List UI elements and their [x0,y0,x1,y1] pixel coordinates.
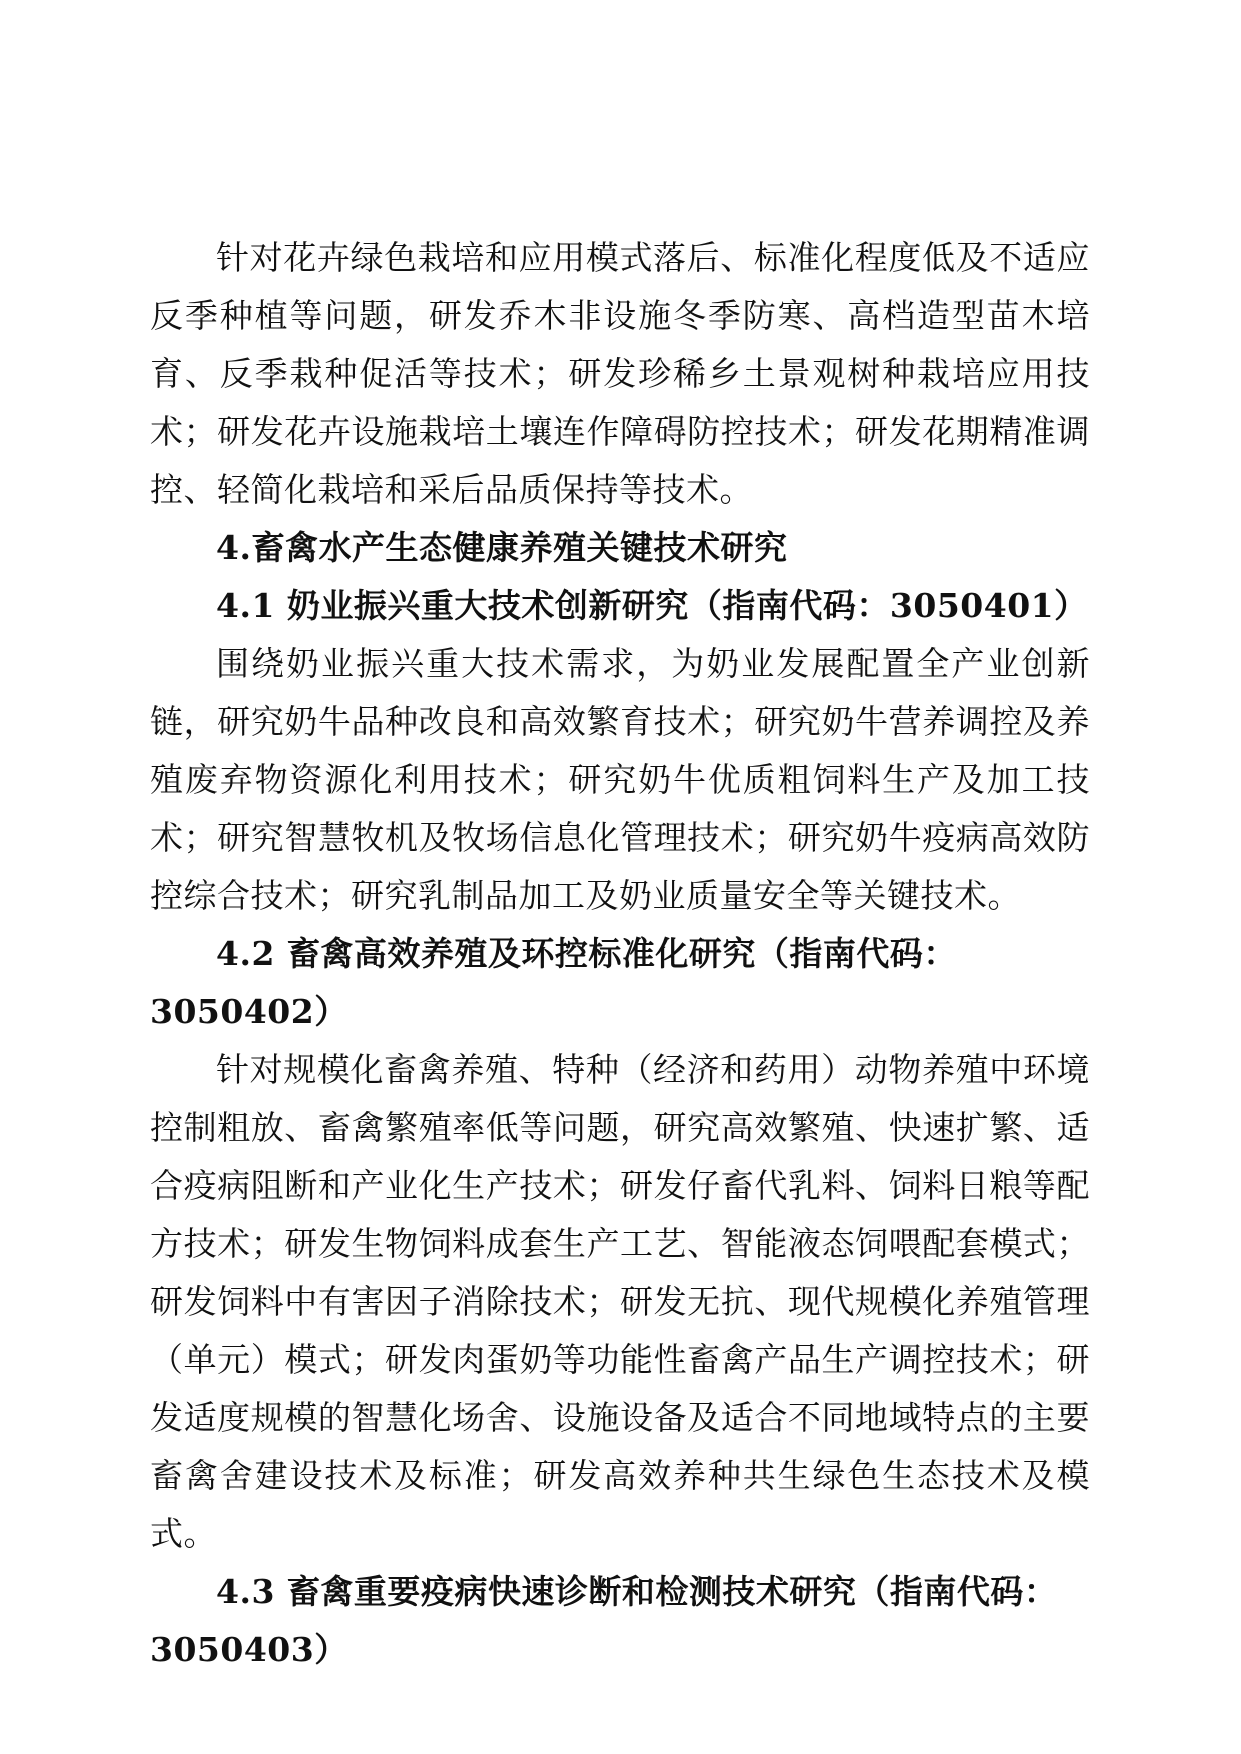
subsection-heading-4-2: 4.2 畜禽高效养殖及环控标准化研究（指南代码：3050402） [150,934,957,1031]
subsection-heading-4-1: 4.1 奶业振兴重大技术创新研究（指南代码：3050401） [216,586,1088,625]
paragraph-livestock: 针对规模化畜禽养殖、特种（经济和药用）动物养殖中环境控制粗放、畜禽繁殖率低等问题，研究高效繁殖、快速扩繁、适合疫病阻断和产业化生产技术；研发仔畜代乳料、饲料日粮等配方技术；研发生物饲料成套生产工艺、智能液态饲喂配套模式；研发饲料中有害因子消除技术；研发无抗、现代规模化养殖管理（单元）模式；研发肉蛋奶等功能性畜禽产品生产调控技术；研发适度规模的智慧化场舍、设施设备及适合不同地域特点的主要畜禽舍建设技术及标准；研发高效养种共生绿色生态技术及模式。 [150,1050,1090,1553]
paragraph-dairy: 围绕奶业振兴重大技术需求，为奶业发展配置全产业创新链，研究奶牛品种改良和高效繁育技术；研究奶牛营养调控及养殖废弃物资源化利用技术；研究奶牛优质粗饲料生产及加工技术；研究智慧牧机及牧场信息化管理技术；研究奶牛疫病高效防控综合技术；研究乳制品加工及奶业质量安全等关键技术。 [150,644,1090,915]
section-heading-4: 4.畜禽水产生态健康养殖关键技术研究 [216,528,788,567]
subsection-heading-4-3: 4.3 畜禽重要疫病快速诊断和检测技术研究（指南代码：3050403） [150,1572,1058,1669]
paragraph-flowers: 针对花卉绿色栽培和应用模式落后、标准化程度低及不适应反季种植等问题，研发乔木非设施冬季防寒、高档造型苗木培育、反季栽种促活等技术；研发珍稀乡土景观树种栽培应用技术；研发花卉设施栽培土壤连作障碍防控技术；研发花期精准调控、轻简化栽培和采后品质保持等技术。 [150,238,1090,509]
document-page [150,229,1090,1679]
